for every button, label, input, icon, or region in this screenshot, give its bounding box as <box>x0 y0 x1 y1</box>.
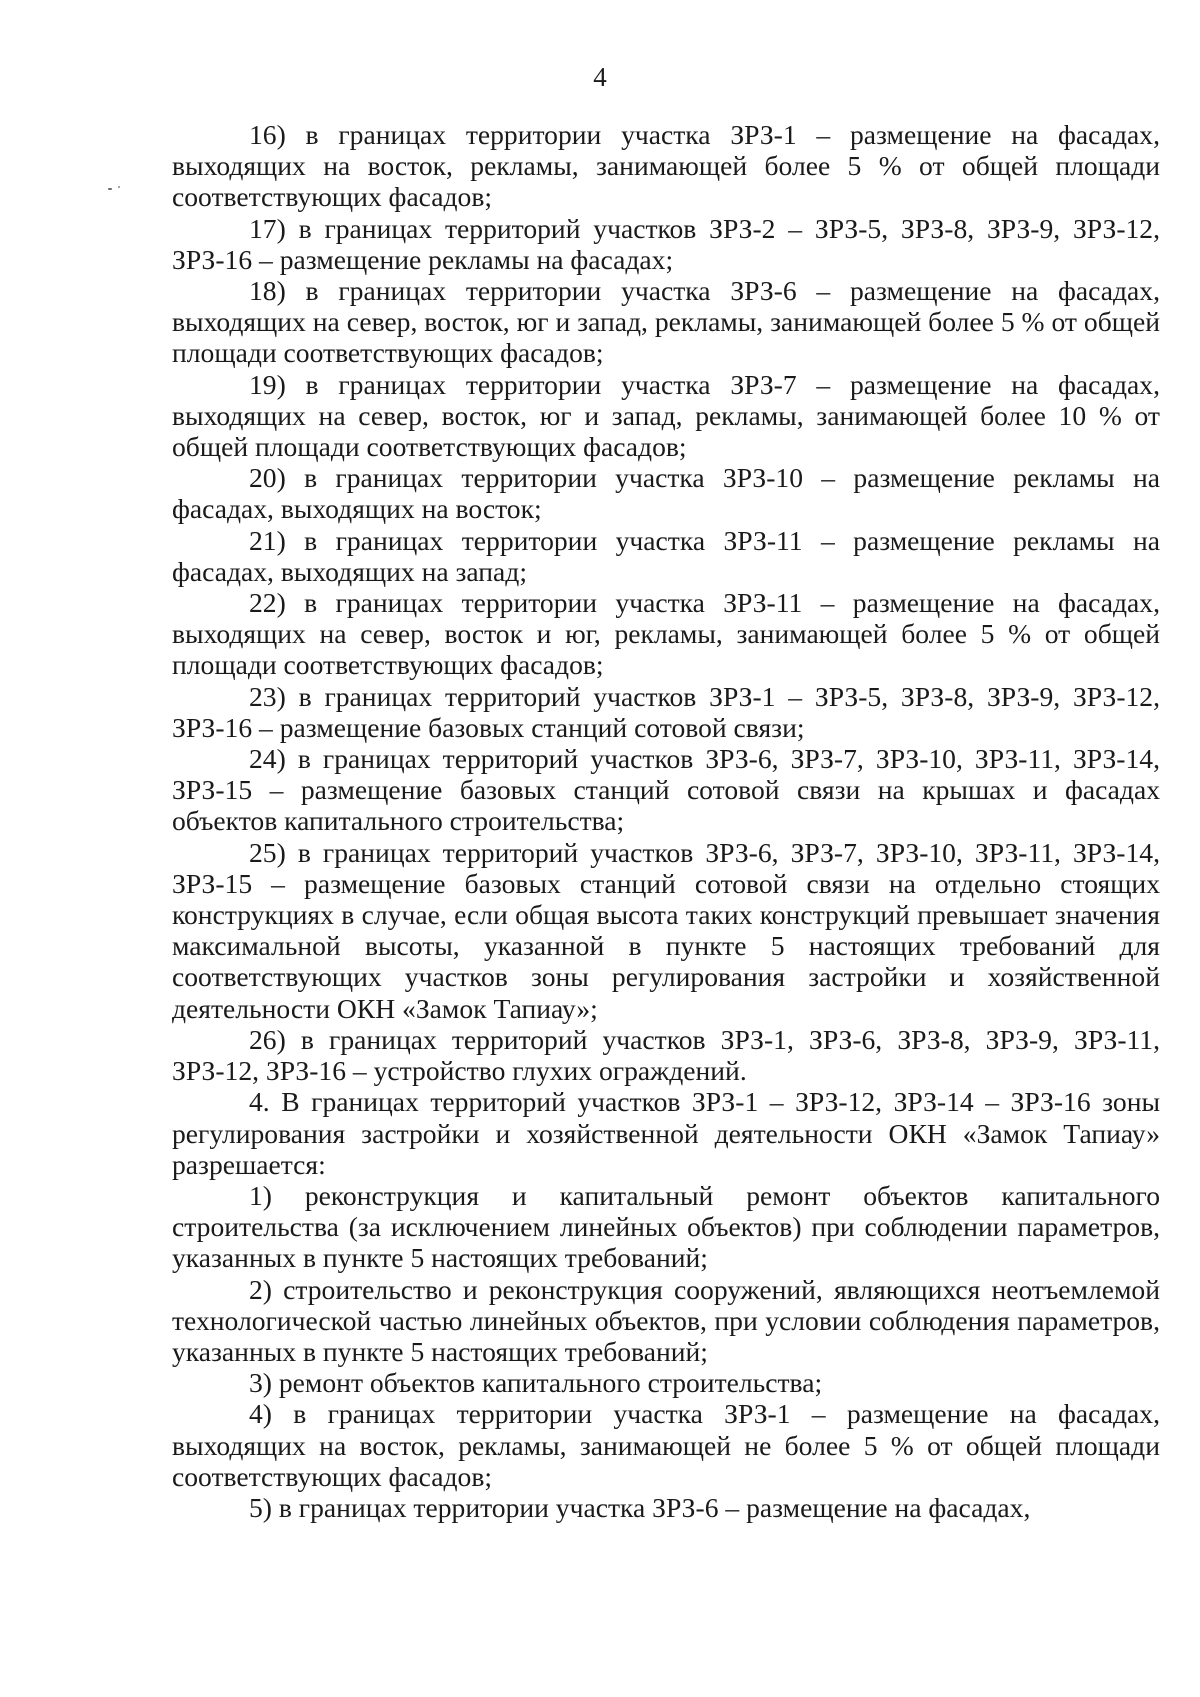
paragraph-item-22: 22) в границах территории участка ЗРЗ-11 – размещение на фасадах, выходящих на север, восток и юг, рекламы, занимающей более 5 % от общей площади соответствующих фасадов; <box>172 587 1160 681</box>
paragraph-item-1: 1) реконструкция и капитальный ремонт объектов капитального строительства (за исключением линейных объектов) при соблюдении параметров, указанных в пункте 5 настоящих требований; <box>172 1179 1160 1274</box>
paragraph-item-24: 24) в границах территорий участков ЗРЗ-6, ЗРЗ-7, ЗРЗ-10, ЗРЗ-11, ЗРЗ-14, ЗРЗ-15 – размещение базовых станций сотовой связи на крышах и фасадах объектов капитального строительства; <box>172 743 1160 837</box>
scan-artifact <box>108 188 112 190</box>
paragraph-item-23: 23) в границах территорий участков ЗРЗ-1 – ЗРЗ-5, ЗРЗ-8, ЗРЗ-9, ЗРЗ-12, ЗРЗ-16 – размещение базовых станций сотовой связи; <box>172 680 1160 743</box>
section-4-heading: 4. В границах территорий участков ЗРЗ-1 – ЗРЗ-12, ЗРЗ-14 – ЗРЗ-16 зоны регулирования застройки и хозяйственной деятельности ОКН «Замок Тапиау» разрешается: <box>172 1086 1160 1180</box>
paragraph-item-16: 16) в границах территории участка ЗРЗ-1 – размещение на фасадах, выходящих на восток, рекламы, занимающей более 5 % от общей площади соответствующих фасадов; <box>172 119 1160 213</box>
paragraph-item-21: 21) в границах территории участка ЗРЗ-11 – размещение рекламы на фасадах, выходящих на запад; <box>172 524 1160 587</box>
paragraph-item-20: 20) в границах территории участка ЗРЗ-10 – размещение рекламы на фасадах, выходящих на восток; <box>172 462 1160 525</box>
paragraph-item-17: 17) в границах территорий участков ЗРЗ-2 – ЗРЗ-5, ЗРЗ-8, ЗРЗ-9, ЗРЗ-12, ЗРЗ-16 – размещение рекламы на фасадах; <box>172 212 1160 275</box>
paragraph-item-25: 25) в границах территорий участков ЗРЗ-6, ЗРЗ-7, ЗРЗ-10, ЗРЗ-11, ЗРЗ-14, ЗРЗ-15 – размещение базовых станций сотовой связи на отдельно стоящих конструкциях в случае, если общая высота таких конструкций превышает значения максимальной высоты, указанной в пункте 5 настоящих требований для соответствующих участков зоны регулирования застройки и хозяйственной деятельности ОКН «Замок Тапиау»; <box>172 836 1160 1024</box>
paragraph-item-18: 18) в границах территории участка ЗРЗ-6 – размещение на фасадах, выходящих на север, восток, юг и запад, рекламы, занимающей более 5 % от общей площади соответствующих фасадов; <box>172 275 1160 369</box>
paragraph-item-26: 26) в границах территорий участков ЗРЗ-1, ЗРЗ-6, ЗРЗ-8, ЗРЗ-9, ЗРЗ-11, ЗРЗ-12, ЗРЗ-16 – устройство глухих ограждений. <box>172 1023 1160 1087</box>
scan-artifact <box>118 186 120 188</box>
paragraph-item-4: 4) в границах территории участка ЗРЗ-1 – размещение на фасадах, выходящих на восток, рекламы, занимающей не более 5 % от общей площади соответствующих фасадов; <box>172 1398 1160 1492</box>
paragraph-item-3: 3) ремонт объектов капитального строительства; <box>249 1367 823 1399</box>
document-body <box>172 119 1160 1523</box>
paragraph-item-2: 2) строительство и реконструкция сооружений, являющихся неотъемлемой технологической частью линейных объектов, при условии соблюдения параметров, указанных в пункте 5 настоящих требований; <box>172 1273 1160 1367</box>
page-number: 4 <box>593 62 607 92</box>
paragraph-item-5: 5) в границах территории участка ЗРЗ-6 – размещение на фасадах, <box>249 1491 1031 1523</box>
paragraph-item-19: 19) в границах территории участка ЗРЗ-7 – размещение на фасадах, выходящих на север, восток, юг и запад, рекламы, занимающей более 10 % от общей площади соответствующих фасадов; <box>172 368 1160 463</box>
